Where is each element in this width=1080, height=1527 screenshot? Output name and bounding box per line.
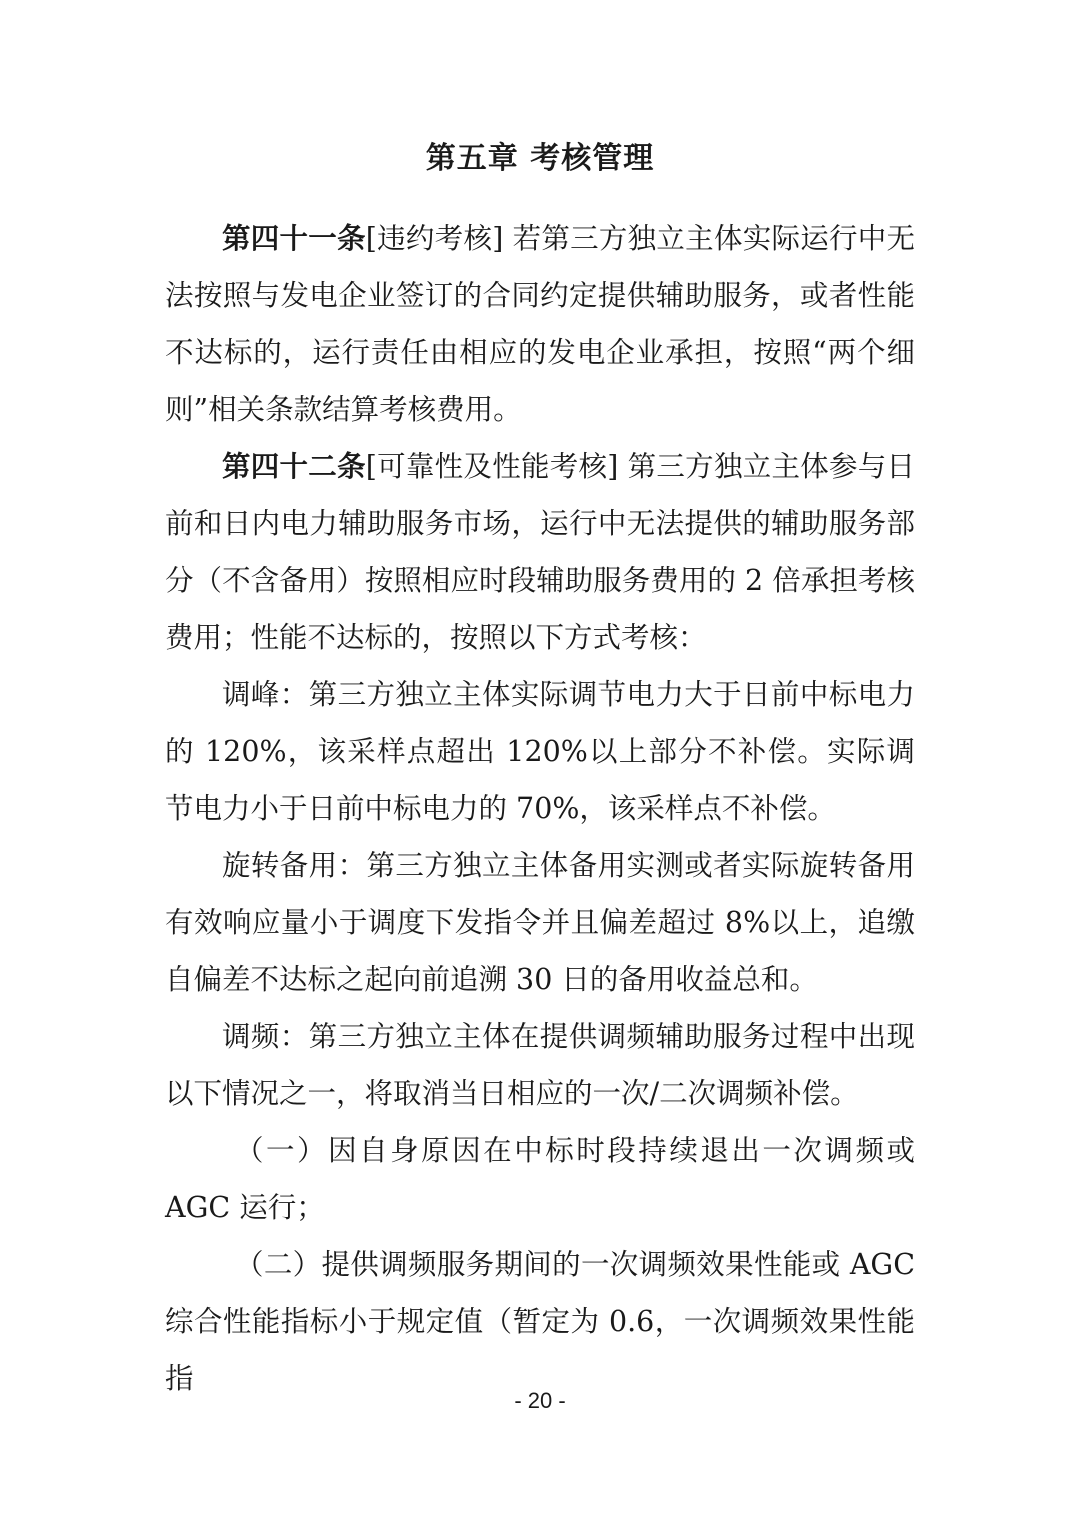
spinning-reserve-paragraph: 旋转备用：第三方独立主体备用实测或者实际旋转备用有效响应量小于调度下发指令并且偏差超过 8%以上，追缴自偏差不达标之起向前追溯 30 日的备用收益总和。	[165, 849, 915, 996]
article-42-number: 第四十二条	[222, 450, 366, 483]
article-41	[165, 210, 915, 438]
list-item-1: （一）因自身原因在中标时段持续退出一次调频或 AGC 运行；	[165, 1134, 915, 1224]
article-42-text: [可靠性及性能考核] 第三方独立主体参与日前和日内电力辅助服务市场，运行中无法提供的辅助服务部分（不含备用）按照相应时段辅助服务费用的 2 倍承担考核费用；性能不达标的，按照以下方式考核：	[165, 450, 915, 654]
article-41-text: [违约考核] 若第三方独立主体实际运行中无法按照与发电企业签订的合同约定提供辅助服务，或者性能不达标的，运行责任由相应的发电企业承担，按照“两个细则”相关条款结算考核费用。	[165, 222, 915, 426]
page-number: - 20 -	[514, 1388, 566, 1413]
list-item-2: （二）提供调频服务期间的一次调频效果性能或 AGC 综合性能指标小于规定值（暂定为 0.6，一次调频效果性能指	[165, 1248, 915, 1395]
peak-regulation-paragraph: 调峰：第三方独立主体实际调节电力大于日前中标电力的 120%，该采样点超出 120%以上部分不补偿。实际调节电力小于日前中标电力的 70%，该采样点不补偿。	[165, 678, 915, 825]
article-42	[165, 438, 915, 666]
document-body	[165, 210, 915, 1407]
frequency-regulation-paragraph: 调频：第三方独立主体在提供调频辅助服务过程中出现以下情况之一，将取消当日相应的一次/二次调频补偿。	[165, 1020, 915, 1110]
article-41-number: 第四十一条	[222, 222, 366, 255]
chapter-title: 第五章 考核管理	[425, 141, 655, 176]
